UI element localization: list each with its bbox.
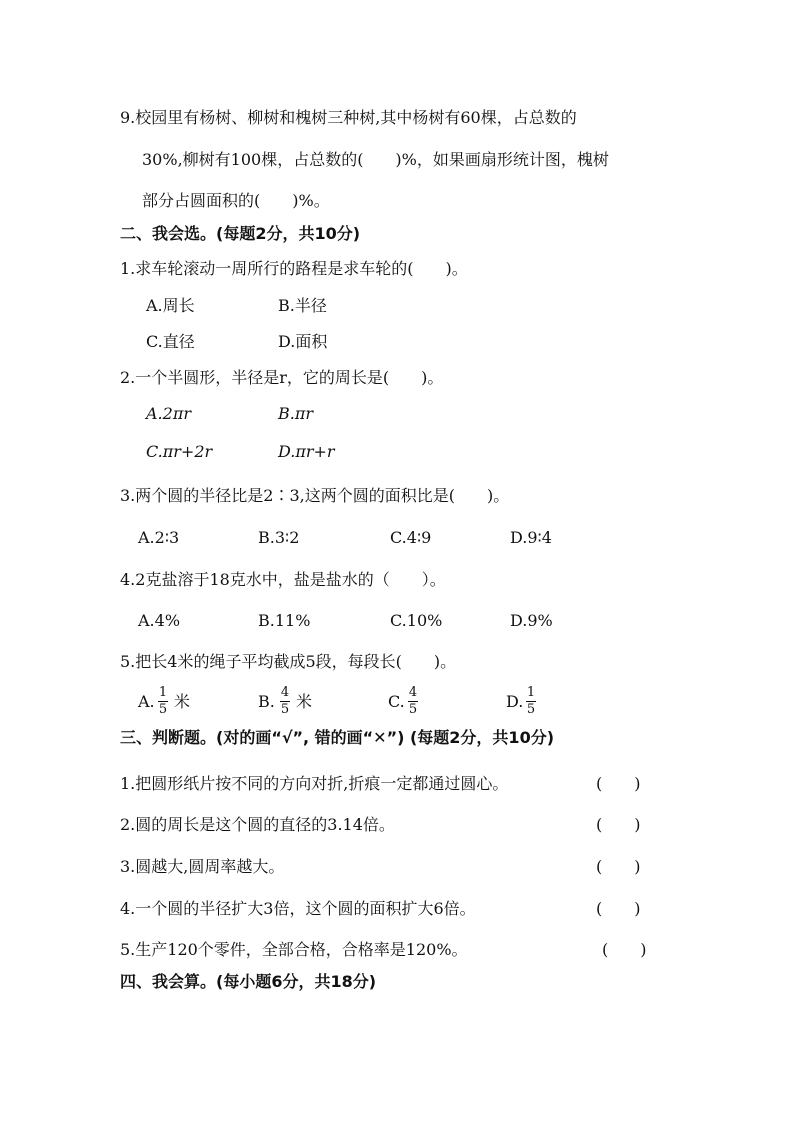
- s2-q3-option-d: D.9∶4: [510, 528, 552, 547]
- s3-item-4-answer-blank[interactable]: ( ): [596, 899, 641, 918]
- section-3-heading: 三、判断题。(对的画“√”, 错的画“✕”) (每题2分，共10分): [120, 728, 555, 747]
- s2-q5-option-b-unit: 米: [296, 692, 313, 711]
- s3-item-5-answer-blank[interactable]: ( ): [602, 940, 647, 959]
- section-2-heading: 二、我会选。(每题2分，共10分): [120, 224, 361, 243]
- s3-item-2: 2.圆的周长是这个圆的直径的3.14倍。: [120, 815, 395, 834]
- s2-q5-option-a-fraction: [158, 686, 168, 717]
- s2-q5-option-c-denominator: 5: [408, 702, 418, 717]
- s2-q4-stem: 4.2克盐溶于18克水中，盐是盐水的（ ）。: [120, 570, 446, 589]
- s2-q5-option-c-fraction: [408, 686, 418, 717]
- s2-q1-option-d: D.面积: [278, 332, 328, 351]
- s2-q2-stem: 2.一个半圆形，半径是r，它的周长是( )。: [120, 368, 444, 387]
- s2-q2-option-c: C.πr+2r: [146, 442, 213, 461]
- s2-q3-option-c: C.4∶9: [390, 528, 432, 547]
- s2-q2-option-b: B.πr: [278, 404, 314, 423]
- s2-q1-option-c: C.直径: [146, 332, 195, 351]
- s2-q5-option-c-prefix: C.: [388, 692, 405, 711]
- s2-q5-stem: 5.把长4米的绳子平均截成5段，每段长( )。: [120, 652, 457, 671]
- s2-q3-option-b: B.3∶2: [258, 528, 300, 547]
- s3-item-4: 4.一个圆的半径扩大3倍，这个圆的面积扩大6倍。: [120, 899, 476, 918]
- s2-q1-option-b: B.半径: [278, 296, 327, 315]
- s3-item-2-answer-blank[interactable]: ( ): [596, 815, 641, 834]
- s2-q5-option-a-prefix: A.: [138, 692, 155, 711]
- s2-q3-option-a: A.2∶3: [138, 528, 180, 547]
- s3-item-5: 5.生产120个零件，全部合格，合格率是120%。: [120, 940, 468, 959]
- s2-q5-option-d-fraction: [526, 686, 536, 717]
- s2-q5-option-d-prefix: D.: [506, 692, 524, 711]
- q9-line-1: 9.校园里有杨树、柳树和槐树三种树,其中杨树有60棵，占总数的: [120, 108, 577, 127]
- s2-q1-stem: 1.求车轮滚动一周所行的路程是求车轮的( )。: [120, 259, 468, 278]
- section-4-heading: 四、我会算。(每小题6分，共18分): [120, 972, 377, 991]
- s2-q1-option-a: A.周长: [146, 296, 195, 315]
- s2-q4-option-a: A.4%: [138, 611, 181, 630]
- q9-line-3: 部分占圆面积的( )%。: [142, 191, 330, 210]
- s2-q2-option-a: A.2πr: [146, 404, 191, 423]
- s2-q4-option-c: C.10%: [390, 611, 443, 630]
- s2-q5-option-a-unit: 米: [174, 692, 191, 711]
- s2-q2-option-d: D.πr+r: [278, 442, 335, 461]
- s2-q4-option-b: B.11%: [258, 611, 311, 630]
- s2-q5-option-c-numerator: 4: [408, 685, 418, 700]
- s3-item-3-answer-blank[interactable]: ( ): [596, 857, 641, 876]
- q9-line-2: 30%,柳树有100棵，占总数的( )%，如果画扇形统计图，槐树: [142, 150, 609, 169]
- s3-item-1: 1.把圆形纸片按不同的方向对折,折痕一定都通过圆心。: [120, 774, 509, 793]
- s2-q5-option-b-denominator: 5: [280, 702, 290, 717]
- s2-q4-option-d: D.9%: [510, 611, 553, 630]
- s3-item-1-answer-blank[interactable]: ( ): [596, 774, 641, 793]
- s2-q5-option-a-numerator: 1: [158, 685, 168, 700]
- s2-q5-option-b-prefix: B.: [258, 692, 275, 711]
- s2-q3-stem: 3.两个圆的半径比是2∶3,这两个圆的面积比是( )。: [120, 486, 510, 505]
- s3-item-3: 3.圆越大,圆周率越大。: [120, 857, 285, 876]
- s2-q5-option-a-denominator: 5: [158, 702, 168, 717]
- s2-q5-option-b-fraction: [280, 686, 290, 717]
- s2-q5-option-d-denominator: 5: [526, 702, 536, 717]
- s2-q5-option-d-numerator: 1: [526, 685, 536, 700]
- s2-q5-option-b-numerator: 4: [280, 685, 290, 700]
